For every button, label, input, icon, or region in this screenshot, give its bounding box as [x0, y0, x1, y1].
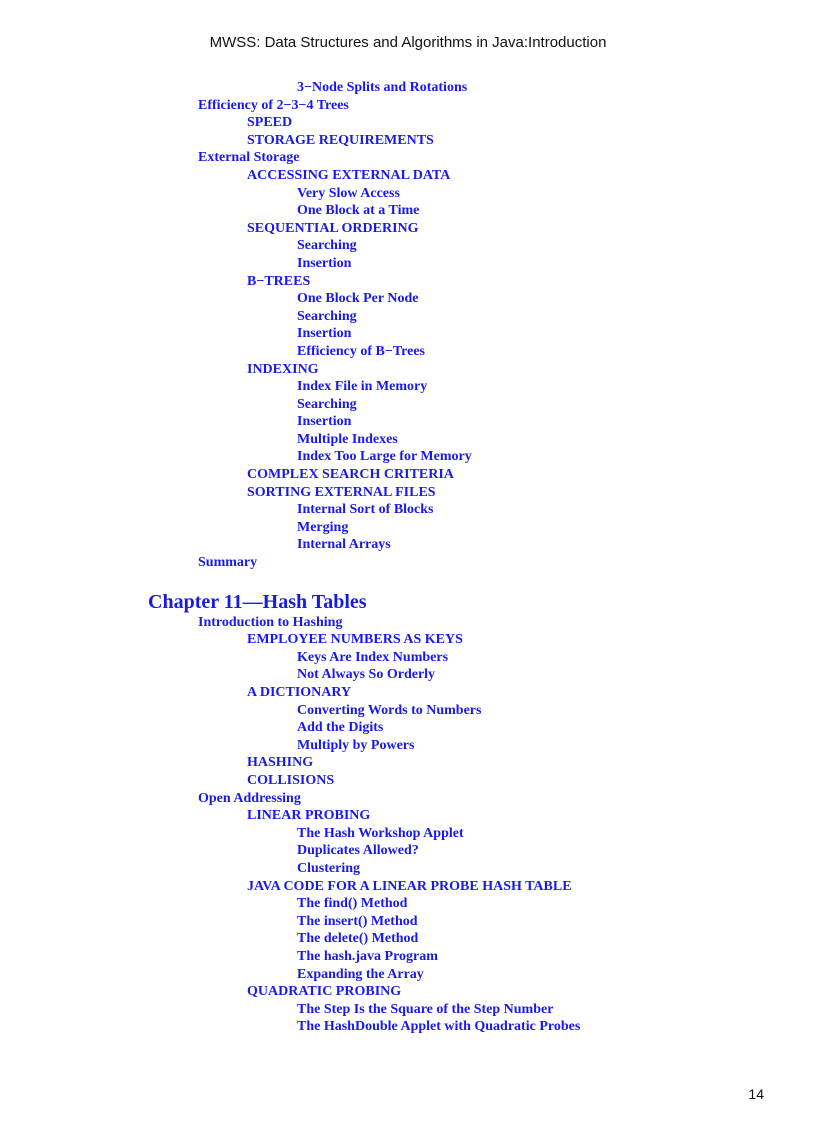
- toc-link[interactable]: JAVA CODE FOR A LINEAR PROBE HASH TABLE: [247, 878, 572, 894]
- toc-link[interactable]: HASHING: [247, 755, 314, 771]
- toc-entry[interactable]: [0, 484, 816, 502]
- toc-entry[interactable]: [0, 702, 816, 720]
- toc-entry[interactable]: [0, 614, 816, 632]
- toc-entry[interactable]: [0, 361, 816, 379]
- toc-link[interactable]: STORAGE REQUIREMENTS: [247, 132, 434, 148]
- toc-entry[interactable]: [0, 554, 816, 572]
- toc-link[interactable]: Very Slow Access: [297, 185, 400, 201]
- chapter-heading[interactable]: [0, 590, 816, 614]
- toc-link[interactable]: Converting Words to Numbers: [297, 702, 482, 718]
- toc-entry[interactable]: [0, 79, 816, 97]
- toc-link[interactable]: Insertion: [297, 255, 352, 271]
- toc-entry[interactable]: [0, 536, 816, 554]
- toc-link[interactable]: Insertion: [297, 414, 352, 430]
- toc-link[interactable]: Searching: [297, 396, 357, 412]
- toc-entry[interactable]: [0, 684, 816, 702]
- toc-link[interactable]: The hash.java Program: [297, 948, 438, 964]
- toc-link[interactable]: Searching: [297, 308, 357, 324]
- toc-entry[interactable]: [0, 930, 816, 948]
- toc-link[interactable]: COLLISIONS: [247, 772, 335, 788]
- toc-link[interactable]: Efficiency of 2−3−4 Trees: [198, 97, 349, 113]
- toc-link[interactable]: Internal Sort of Blocks: [297, 502, 434, 518]
- toc-link[interactable]: Index Too Large for Memory: [297, 449, 472, 465]
- toc-entry[interactable]: [0, 255, 816, 273]
- toc-link[interactable]: Multiple Indexes: [297, 431, 398, 447]
- toc-link[interactable]: Not Always So Orderly: [297, 667, 436, 683]
- toc-link[interactable]: One Block at a Time: [297, 203, 420, 219]
- toc-entry[interactable]: [0, 966, 816, 984]
- page-number: 14: [748, 1086, 764, 1102]
- toc-entry[interactable]: [0, 719, 816, 737]
- toc-entry[interactable]: [0, 237, 816, 255]
- toc-link[interactable]: 3−Node Splits and Rotations: [297, 80, 468, 95]
- toc-link[interactable]: A DICTIONARY: [247, 685, 352, 700]
- toc-entry[interactable]: [0, 754, 816, 772]
- toc-entry[interactable]: [0, 878, 816, 896]
- toc-link[interactable]: SEQUENTIAL ORDERING: [247, 220, 419, 236]
- toc-entry[interactable]: [0, 983, 816, 1001]
- toc-link[interactable]: External Storage: [198, 150, 300, 166]
- toc-link[interactable]: The delete() Method: [297, 931, 419, 947]
- chapter-link[interactable]: Chapter 11—Hash Tables: [148, 590, 367, 613]
- toc-entry[interactable]: [0, 97, 816, 115]
- toc-link[interactable]: The HashDouble Applet with Quadratic Probes: [297, 1019, 581, 1035]
- toc-entry[interactable]: [0, 666, 816, 684]
- toc-entry[interactable]: [0, 631, 816, 649]
- toc-entry[interactable]: [0, 737, 816, 755]
- toc-link[interactable]: INDEXING: [247, 361, 319, 377]
- toc-entry[interactable]: [0, 772, 816, 790]
- toc-link[interactable]: The insert() Method: [297, 913, 418, 929]
- toc-link[interactable]: Expanding the Array: [297, 966, 424, 982]
- toc-entry[interactable]: [0, 325, 816, 343]
- toc-link[interactable]: Keys Are Index Numbers: [297, 649, 449, 665]
- toc-link[interactable]: COMPLEX SEARCH CRITERIA: [247, 467, 454, 483]
- toc-entry[interactable]: [0, 825, 816, 843]
- toc-entry[interactable]: [0, 860, 816, 878]
- toc-link[interactable]: Multiply by Powers: [297, 737, 415, 753]
- toc-link[interactable]: SPEED: [247, 115, 293, 131]
- toc-link[interactable]: EMPLOYEE NUMBERS AS KEYS: [247, 632, 463, 648]
- toc-link[interactable]: Index File in Memory: [297, 379, 428, 395]
- toc-entry[interactable]: [0, 378, 816, 396]
- toc-entry[interactable]: [0, 149, 816, 167]
- toc-link[interactable]: Insertion: [297, 326, 352, 342]
- toc-entry[interactable]: [0, 202, 816, 220]
- toc-link[interactable]: SORTING EXTERNAL FILES: [247, 484, 436, 500]
- table-of-contents: [0, 79, 816, 1036]
- page-header: MWSS: Data Structures and Algorithms in Java:Introduction: [209, 34, 607, 51]
- toc-entry[interactable]: [0, 1018, 816, 1036]
- toc-link[interactable]: The find() Method: [297, 896, 408, 912]
- toc-entry[interactable]: [0, 895, 816, 913]
- toc-entry[interactable]: [0, 308, 816, 326]
- toc-entry[interactable]: [0, 413, 816, 431]
- toc-entry[interactable]: [0, 167, 816, 185]
- toc-link[interactable]: Introduction to Hashing: [198, 614, 343, 630]
- toc-link[interactable]: LINEAR PROBING: [247, 808, 371, 824]
- toc-entry[interactable]: [0, 290, 816, 308]
- toc-link[interactable]: Summary: [198, 555, 258, 571]
- toc-link[interactable]: Clustering: [297, 860, 360, 876]
- toc-link[interactable]: One Block Per Node: [297, 291, 419, 307]
- toc-entry[interactable]: [0, 431, 816, 449]
- toc-link[interactable]: Efficiency of B−Trees: [297, 343, 425, 359]
- toc-section-part2: [0, 614, 816, 1036]
- toc-link[interactable]: Merging: [297, 519, 349, 535]
- toc-link[interactable]: Add the Digits: [297, 720, 384, 736]
- toc-link[interactable]: B−TREES: [247, 273, 311, 289]
- toc-entry[interactable]: [0, 948, 816, 966]
- toc-entry[interactable]: [0, 807, 816, 825]
- toc-entry[interactable]: [0, 501, 816, 519]
- toc-entry[interactable]: [0, 649, 816, 667]
- toc-entry[interactable]: [0, 185, 816, 203]
- toc-link[interactable]: The Step Is the Square of the Step Number: [297, 1001, 554, 1017]
- toc-entry[interactable]: [0, 448, 816, 466]
- toc-link[interactable]: Internal Arrays: [297, 537, 391, 553]
- toc-link[interactable]: The Hash Workshop Applet: [297, 825, 464, 841]
- toc-entry[interactable]: [0, 273, 816, 291]
- toc-entry[interactable]: [0, 396, 816, 414]
- toc-entry[interactable]: [0, 913, 816, 931]
- toc-link[interactable]: Searching: [297, 238, 357, 254]
- toc-link[interactable]: Duplicates Allowed?: [297, 843, 419, 859]
- toc-entry[interactable]: [0, 114, 816, 132]
- toc-link[interactable]: Open Addressing: [198, 790, 301, 806]
- toc-entry[interactable]: [0, 1001, 816, 1019]
- toc-entry[interactable]: [0, 343, 816, 361]
- toc-section-part1: [0, 79, 816, 572]
- toc-link[interactable]: ACCESSING EXTERNAL DATA: [247, 167, 451, 183]
- toc-entry[interactable]: [0, 842, 816, 860]
- toc-entry[interactable]: [0, 790, 816, 808]
- toc-entry[interactable]: [0, 519, 816, 537]
- toc-entry[interactable]: [0, 132, 816, 150]
- toc-entry[interactable]: [0, 220, 816, 238]
- toc-link[interactable]: QUADRATIC PROBING: [247, 984, 402, 1000]
- toc-entry[interactable]: [0, 466, 816, 484]
